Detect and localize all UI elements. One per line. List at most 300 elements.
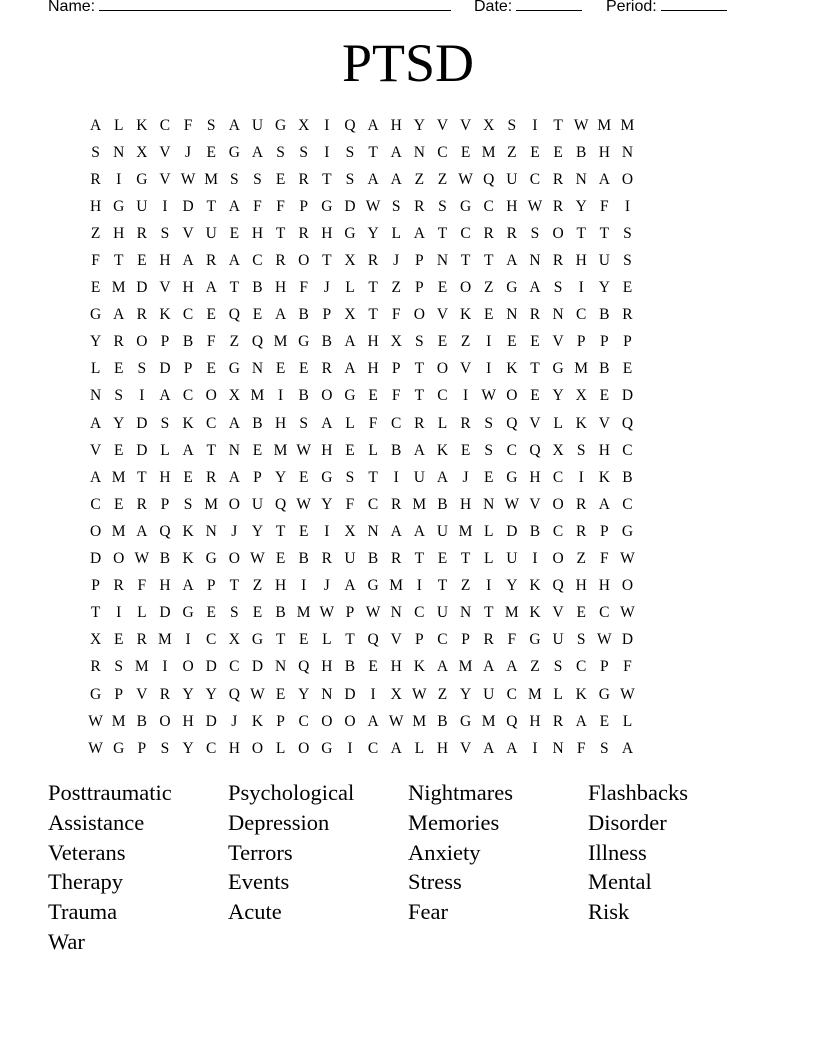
grid-letter[interactable]: S [600,739,609,757]
grid-letter[interactable]: A [89,468,102,486]
grid-letter[interactable]: V [459,739,472,757]
grid-letter[interactable]: E [252,441,263,459]
grid-letter[interactable]: B [298,550,309,568]
grid-letter[interactable]: G [552,360,564,378]
grid-letter[interactable]: D [205,658,217,676]
grid-letter[interactable]: F [391,306,401,324]
grid-letter[interactable]: V [552,604,564,622]
grid-letter[interactable]: P [345,604,355,622]
grid-letter[interactable]: O [552,550,564,568]
grid-letter[interactable]: P [391,360,401,378]
grid-letter[interactable]: S [623,224,632,242]
grid-letter[interactable]: W [411,685,427,703]
grid-letter[interactable]: L [368,441,378,459]
grid-letter[interactable]: S [507,116,517,134]
grid-letter[interactable]: I [116,170,122,188]
grid-letter[interactable]: Z [90,224,101,242]
grid-letter[interactable]: W [250,550,265,568]
period-field[interactable] [606,0,727,16]
grid-letter[interactable]: Z [460,577,471,595]
grid-letter[interactable]: Z [437,685,448,703]
grid-letter[interactable]: M [620,116,635,134]
grid-letter[interactable]: X [344,522,356,540]
grid-letter[interactable]: L [622,712,633,730]
grid-letter[interactable]: G [298,333,310,351]
grid-letter[interactable]: Y [182,739,194,757]
grid-letter[interactable]: L [483,522,494,540]
grid-letter[interactable]: W [250,685,265,703]
grid-letter[interactable]: I [162,658,168,676]
grid-letter[interactable]: U [598,252,610,270]
grid-letter[interactable]: A [529,279,541,297]
grid-letter[interactable]: H [390,658,402,676]
grid-letter[interactable]: T [275,522,286,540]
grid-letter[interactable]: O [89,522,102,540]
grid-letter[interactable]: A [182,252,194,270]
grid-letter[interactable]: I [393,468,399,486]
grid-letter[interactable]: A [621,739,634,757]
grid-letter[interactable]: Q [159,522,171,540]
grid-letter[interactable]: Y [274,468,287,486]
grid-letter[interactable]: X [344,252,356,270]
grid-letter[interactable]: C [576,658,587,676]
grid-letter[interactable]: W [573,116,589,134]
grid-letter[interactable]: T [553,116,563,134]
grid-letter[interactable]: A [344,360,356,378]
grid-letter[interactable]: B [321,333,332,351]
grid-letter[interactable]: T [483,604,494,622]
grid-letter[interactable]: R [367,252,379,270]
grid-letter[interactable]: K [136,116,148,134]
grid-letter[interactable]: G [321,197,333,215]
grid-letter[interactable]: Z [252,577,263,595]
grid-letter[interactable]: H [367,333,379,351]
grid-letter[interactable]: R [414,197,425,215]
grid-letter[interactable]: P [623,333,632,351]
grid-letter[interactable]: X [89,631,102,649]
grid-letter[interactable]: S [137,360,147,378]
grid-letter[interactable]: Y [459,685,472,703]
grid-letter[interactable]: T [437,577,448,595]
grid-letter[interactable]: N [205,522,217,540]
grid-letter[interactable]: A [228,252,240,270]
grid-letter[interactable]: R [298,170,309,188]
grid-letter[interactable]: L [345,279,355,297]
grid-letter[interactable]: M [273,333,288,351]
grid-letter[interactable]: Q [552,577,564,595]
grid-letter[interactable]: H [529,712,541,730]
grid-letter[interactable]: I [162,197,168,215]
grid-letter[interactable]: W [180,170,196,188]
grid-letter[interactable]: H [367,360,379,378]
grid-letter[interactable]: A [182,441,194,459]
grid-letter[interactable]: T [414,387,425,405]
grid-letter[interactable]: B [298,387,309,405]
grid-letter[interactable]: B [599,360,610,378]
grid-letter[interactable]: I [324,116,330,134]
grid-letter[interactable]: I [347,739,353,757]
grid-letter[interactable]: W [527,197,543,215]
grid-letter[interactable]: L [90,360,101,378]
grid-letter[interactable]: P [91,577,100,595]
name-field[interactable] [48,0,451,16]
grid-letter[interactable]: F [345,495,355,513]
grid-letter[interactable]: Y [182,685,194,703]
grid-letter[interactable]: B [576,143,587,161]
grid-letter[interactable]: R [552,197,564,215]
grid-letter[interactable]: D [205,712,217,730]
grid-letter[interactable]: B [367,550,379,568]
grid-letter[interactable]: T [229,279,240,297]
grid-letter[interactable]: A [506,658,518,676]
grid-letter[interactable]: M [597,116,612,134]
grid-letter[interactable]: P [415,631,424,649]
grid-letter[interactable]: C [252,252,263,270]
grid-letter[interactable]: P [206,577,216,595]
grid-letter[interactable]: E [206,360,216,378]
grid-letter[interactable]: K [459,306,472,324]
grid-letter[interactable]: A [598,170,610,188]
grid-letter[interactable]: R [90,170,101,188]
grid-letter[interactable]: Y [552,387,564,405]
grid-letter[interactable]: N [552,739,564,757]
grid-letter[interactable]: O [113,550,125,568]
grid-letter[interactable]: S [345,143,355,161]
grid-letter[interactable]: H [159,252,171,270]
grid-letter[interactable]: G [367,577,379,595]
grid-letter[interactable]: D [182,197,194,215]
grid-letter[interactable]: A [205,279,217,297]
grid-letter[interactable]: I [277,387,284,405]
grid-letter[interactable]: C [460,224,471,242]
grid-letter[interactable]: F [276,197,285,215]
grid-letter[interactable]: Z [391,279,401,297]
grid-letter[interactable]: S [276,143,285,161]
grid-letter[interactable]: C [622,441,633,459]
grid-letter[interactable]: B [622,468,633,486]
grid-letter[interactable]: U [413,468,425,486]
grid-letter[interactable]: H [274,577,287,595]
grid-letter[interactable]: A [182,577,194,595]
grid-letter[interactable]: M [111,279,126,297]
grid-letter[interactable]: A [506,252,518,270]
grid-letter[interactable]: J [323,279,330,297]
grid-letter[interactable]: T [322,170,332,188]
grid-letter[interactable]: D [344,685,356,703]
grid-letter[interactable]: S [415,333,424,351]
grid-letter[interactable]: C [576,306,587,324]
grid-letter[interactable]: K [182,522,194,540]
grid-letter[interactable]: V [436,306,449,324]
grid-letter[interactable]: V [529,414,541,432]
grid-letter[interactable]: A [413,441,425,459]
grid-letter[interactable]: O [621,577,634,595]
grid-letter[interactable]: S [553,279,563,297]
grid-letter[interactable]: T [229,577,240,595]
grid-letter[interactable]: N [251,360,264,378]
grid-letter[interactable]: E [622,360,633,378]
grid-letter[interactable]: G [205,550,217,568]
grid-letter[interactable]: R [275,252,286,270]
grid-letter[interactable]: C [437,631,448,649]
grid-letter[interactable]: Q [506,712,518,730]
grid-letter[interactable]: B [298,306,309,324]
grid-letter[interactable]: E [576,604,586,622]
grid-letter[interactable]: L [113,116,124,134]
grid-letter[interactable]: R [136,306,147,324]
grid-letter[interactable]: E [90,279,101,297]
grid-letter[interactable]: C [206,414,217,432]
grid-letter[interactable]: E [275,360,286,378]
grid-letter[interactable]: F [600,550,609,568]
grid-letter[interactable]: P [600,522,609,540]
grid-letter[interactable]: M [111,468,126,486]
grid-letter[interactable]: P [160,495,170,513]
grid-letter[interactable]: B [599,306,610,324]
grid-letter[interactable]: J [231,522,238,540]
grid-letter[interactable]: P [160,333,170,351]
grid-letter[interactable]: D [251,658,264,676]
grid-letter[interactable]: A [483,658,495,676]
grid-letter[interactable]: A [228,197,240,215]
grid-letter[interactable]: G [228,143,240,161]
grid-letter[interactable]: I [370,685,376,703]
grid-letter[interactable]: Z [507,143,517,161]
grid-letter[interactable]: G [459,712,472,730]
grid-letter[interactable]: I [185,631,191,649]
grid-letter[interactable]: E [345,441,355,459]
grid-letter[interactable]: M [574,360,589,378]
grid-letter[interactable]: H [575,252,587,270]
grid-letter[interactable]: E [275,170,286,188]
grid-letter[interactable]: N [89,387,102,405]
grid-letter[interactable]: M [111,712,126,730]
grid-letter[interactable]: W [458,170,473,188]
grid-letter[interactable]: X [136,143,148,161]
grid-letter[interactable]: Q [228,306,240,324]
grid-letter[interactable]: L [483,550,494,568]
grid-letter[interactable]: E [437,550,448,568]
grid-letter[interactable]: V [459,360,472,378]
grid-letter[interactable]: S [438,197,447,215]
grid-letter[interactable]: G [344,387,356,405]
grid-letter[interactable]: B [437,712,448,730]
grid-letter[interactable]: A [89,414,102,432]
grid-letter[interactable]: X [552,441,564,459]
grid-letter[interactable]: M [158,631,172,649]
grid-letter[interactable]: W [620,604,635,622]
grid-letter[interactable]: N [621,143,634,161]
grid-letter[interactable]: W [481,387,496,405]
grid-letter[interactable]: R [136,224,147,242]
grid-letter[interactable]: A [344,333,356,351]
grid-letter[interactable]: H [274,414,287,432]
grid-letter[interactable]: A [344,577,356,595]
grid-letter[interactable]: P [600,658,609,676]
grid-letter[interactable]: X [390,333,402,351]
grid-letter[interactable]: K [413,658,425,676]
grid-letter[interactable]: X [228,631,240,649]
grid-letter[interactable]: P [600,333,609,351]
grid-letter[interactable]: T [275,224,286,242]
grid-letter[interactable]: A [367,170,379,188]
grid-letter[interactable]: W [620,685,635,703]
grid-letter[interactable]: P [576,333,586,351]
grid-letter[interactable]: H [506,197,518,215]
grid-letter[interactable]: P [253,468,262,486]
grid-letter[interactable]: N [529,252,541,270]
grid-letter[interactable]: J [185,143,192,161]
grid-letter[interactable]: E [622,279,633,297]
grid-letter[interactable]: H [390,116,402,134]
grid-letter[interactable]: C [206,631,217,649]
grid-letter[interactable]: Y [251,522,264,540]
grid-letter[interactable]: X [483,116,495,134]
grid-letter[interactable]: C [206,739,217,757]
grid-letter[interactable]: I [116,604,122,622]
grid-letter[interactable]: D [344,197,356,215]
grid-letter[interactable]: A [483,739,495,757]
grid-letter[interactable]: G [182,604,194,622]
grid-letter[interactable]: M [296,604,311,622]
grid-letter[interactable]: S [299,143,308,161]
grid-letter[interactable]: V [552,333,564,351]
grid-letter[interactable]: K [529,577,541,595]
grid-letter[interactable]: M [412,495,427,513]
grid-letter[interactable]: E [368,387,378,405]
grid-letter[interactable]: T [530,360,540,378]
grid-letter[interactable]: S [345,468,355,486]
grid-letter[interactable]: B [344,658,356,676]
grid-letter[interactable]: P [415,279,424,297]
grid-letter[interactable]: E [530,333,540,351]
grid-letter[interactable]: R [483,224,494,242]
grid-letter[interactable]: H [321,224,333,242]
grid-letter[interactable]: G [321,739,333,757]
grid-letter[interactable]: K [575,685,587,703]
grid-letter[interactable]: C [506,441,517,459]
grid-letter[interactable]: Z [460,333,471,351]
grid-letter[interactable]: I [532,739,538,757]
grid-letter[interactable]: S [484,414,493,432]
grid-letter[interactable]: S [623,252,632,270]
grid-letter[interactable]: T [90,604,101,622]
grid-letter[interactable]: H [598,143,610,161]
grid-letter[interactable]: E [437,333,448,351]
grid-letter[interactable]: V [182,224,194,242]
grid-letter[interactable]: W [620,550,635,568]
grid-letter[interactable]: T [599,224,610,242]
grid-letter[interactable]: O [459,279,472,297]
grid-letter[interactable]: O [321,712,333,730]
grid-letter[interactable]: M [273,441,288,459]
grid-letter[interactable]: H [182,279,194,297]
grid-letter[interactable]: F [368,414,378,432]
grid-letter[interactable]: Q [529,441,541,459]
grid-letter[interactable]: H [159,577,171,595]
grid-letter[interactable]: O [506,387,518,405]
grid-letter[interactable]: P [299,197,308,215]
grid-letter[interactable]: A [228,414,240,432]
grid-letter[interactable]: U [552,631,564,649]
grid-letter[interactable]: R [321,360,332,378]
grid-letter[interactable]: G [274,116,287,134]
grid-letter[interactable]: B [252,414,263,432]
grid-letter[interactable]: A [390,143,402,161]
grid-letter[interactable]: A [598,495,610,513]
grid-letter[interactable]: O [298,252,310,270]
grid-letter[interactable]: U [205,224,217,242]
grid-letter[interactable]: W [319,604,335,622]
grid-letter[interactable]: L [345,414,355,432]
grid-letter[interactable]: M [481,712,496,730]
grid-letter[interactable]: L [553,685,563,703]
grid-letter[interactable]: L [437,414,448,432]
grid-letter[interactable]: T [368,279,378,297]
grid-letter[interactable]: N [459,604,472,622]
grid-letter[interactable]: W [365,197,381,215]
grid-letter[interactable]: A [413,224,425,242]
grid-letter[interactable]: T [206,197,216,215]
grid-letter[interactable]: V [159,143,171,161]
grid-letter[interactable]: A [367,712,379,730]
grid-letter[interactable]: A [89,116,102,134]
grid-letter[interactable]: N [113,143,125,161]
grid-letter[interactable]: G [228,360,240,378]
grid-letter[interactable]: O [436,360,449,378]
grid-letter[interactable]: A [159,387,171,405]
grid-letter[interactable]: T [345,631,355,649]
grid-letter[interactable]: R [529,306,541,324]
grid-letter[interactable]: O [344,712,356,730]
grid-letter[interactable]: B [252,279,263,297]
grid-letter[interactable]: T [368,143,378,161]
grid-letter[interactable]: G [506,279,518,297]
grid-letter[interactable]: M [458,522,473,540]
grid-letter[interactable]: B [529,522,541,540]
grid-letter[interactable]: N [483,495,495,513]
grid-letter[interactable]: E [275,685,286,703]
grid-letter[interactable]: I [486,360,492,378]
grid-letter[interactable]: P [276,712,285,730]
grid-letter[interactable]: I [416,577,422,595]
grid-letter[interactable]: Y [113,414,125,432]
grid-letter[interactable]: F [253,197,262,215]
grid-letter[interactable]: M [481,143,496,161]
grid-letter[interactable]: L [160,441,170,459]
grid-letter[interactable]: U [251,495,264,513]
grid-letter[interactable]: B [136,712,147,730]
grid-letter[interactable]: S [230,170,239,188]
grid-letter[interactable]: V [89,441,102,459]
grid-letter[interactable]: E [553,143,563,161]
grid-letter[interactable]: M [504,604,519,622]
grid-letter[interactable]: I [532,550,538,568]
grid-letter[interactable]: V [136,685,148,703]
grid-letter[interactable]: E [483,468,494,486]
grid-letter[interactable]: E [298,522,309,540]
grid-letter[interactable]: E [298,631,309,649]
grid-letter[interactable]: X [390,685,402,703]
grid-letter[interactable]: O [321,387,333,405]
grid-letter[interactable]: F [507,631,517,649]
grid-letter[interactable]: T [483,252,494,270]
grid-letter[interactable]: C [506,685,517,703]
grid-letter[interactable]: R [391,550,402,568]
grid-letter[interactable]: I [624,197,631,215]
grid-letter[interactable]: U [483,685,495,703]
grid-letter[interactable]: R [113,333,124,351]
